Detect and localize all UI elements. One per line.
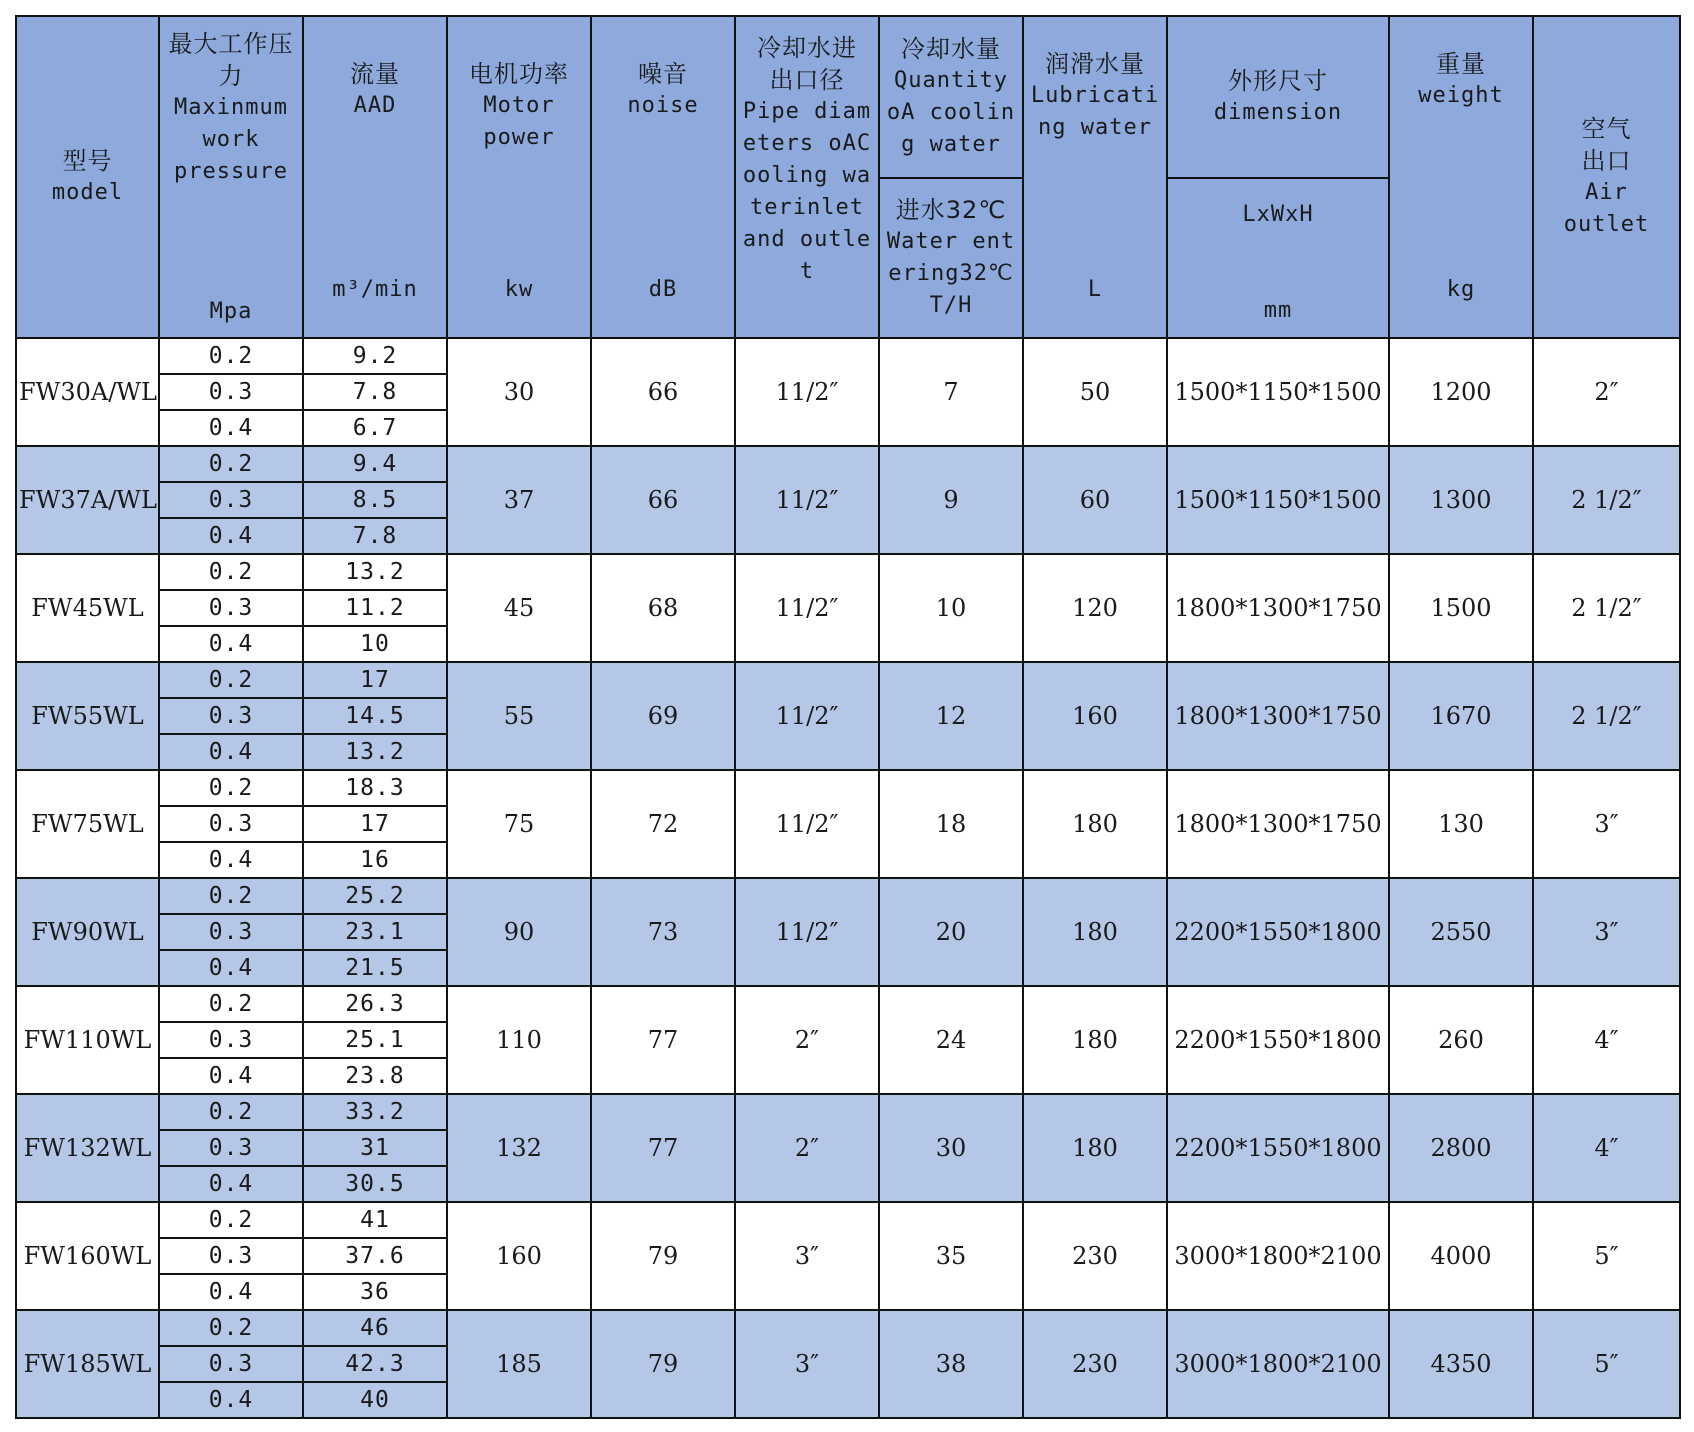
header-motor-unit: kw	[504, 277, 534, 302]
cell-pressure: 0.2	[159, 662, 303, 698]
header-dimension-cn: 外形尺寸	[1228, 67, 1328, 95]
cell-pressure: 0.2	[159, 338, 303, 374]
table-row	[16, 338, 1680, 374]
cell-air: 4″	[1533, 986, 1680, 1094]
header-air	[1533, 16, 1680, 338]
cell-pipe: 2″	[735, 1094, 879, 1202]
table-row	[16, 1094, 1680, 1130]
cell-flow: 16	[303, 842, 447, 878]
cell-weight: 4000	[1389, 1202, 1533, 1310]
cell-lube: 230	[1023, 1202, 1167, 1310]
cell-noise: 79	[591, 1310, 735, 1418]
header-flow	[303, 16, 447, 338]
cell-model: FW30A/WL	[16, 338, 159, 446]
cell-air: 3″	[1533, 878, 1680, 986]
cell-dimension: 1500*1150*1500	[1167, 446, 1389, 554]
cell-flow: 41	[303, 1202, 447, 1238]
cell-pressure: 0.2	[159, 554, 303, 590]
cell-flow: 11.2	[303, 590, 447, 626]
cell-flow: 37.6	[303, 1238, 447, 1274]
header-dimension-sub	[1167, 178, 1389, 338]
cell-flow: 23.8	[303, 1058, 447, 1094]
cell-weight: 1670	[1389, 662, 1533, 770]
cell-flow: 17	[303, 662, 447, 698]
cell-cooling: 10	[879, 554, 1023, 662]
cell-flow: 9.4	[303, 446, 447, 482]
cell-dimension: 2200*1550*1800	[1167, 1094, 1389, 1202]
header-motor	[447, 16, 591, 338]
cell-model: FW110WL	[16, 986, 159, 1094]
header-flow-unit: m³/min	[332, 277, 418, 302]
cell-air: 2 1/2″	[1533, 554, 1680, 662]
table-row	[16, 446, 1680, 482]
table-row	[16, 878, 1680, 914]
cell-pressure: 0.2	[159, 986, 303, 1022]
cell-dimension: 2200*1550*1800	[1167, 878, 1389, 986]
header-cooling-unit: T/H	[929, 293, 973, 318]
cell-flow: 7.8	[303, 518, 447, 554]
header-air-cn: 空气出口	[1581, 115, 1632, 175]
cell-motor: 55	[447, 662, 591, 770]
cell-pressure: 0.2	[159, 770, 303, 806]
header-dimension-unit: mm	[1263, 298, 1293, 323]
header-cooling-sub	[879, 178, 1023, 338]
cell-motor: 45	[447, 554, 591, 662]
cell-air: 5″	[1533, 1202, 1680, 1310]
cell-pipe: 3″	[735, 1202, 879, 1310]
cell-flow: 30.5	[303, 1166, 447, 1202]
cell-pipe: 11/2″	[735, 770, 879, 878]
cell-weight: 1200	[1389, 338, 1533, 446]
header-noise-unit: dB	[648, 277, 678, 302]
table-row	[16, 1202, 1680, 1238]
cell-pipe: 11/2″	[735, 662, 879, 770]
cell-pressure: 0.3	[159, 1022, 303, 1058]
header-pressure	[159, 16, 303, 338]
cell-pressure: 0.4	[159, 1058, 303, 1094]
cell-air: 3″	[1533, 770, 1680, 878]
header-noise-en: noise	[627, 93, 699, 118]
cell-weight: 1300	[1389, 446, 1533, 554]
cell-cooling: 12	[879, 662, 1023, 770]
header-pressure-en: Maxinmum work pressure	[174, 95, 288, 184]
cell-model: FW185WL	[16, 1310, 159, 1418]
cell-noise: 72	[591, 770, 735, 878]
table-row	[16, 770, 1680, 806]
header-noise	[591, 16, 735, 338]
cell-flow: 31	[303, 1130, 447, 1166]
header-cooling-qty	[879, 16, 1023, 178]
header-lube	[1023, 16, 1167, 338]
cell-model: FW37A/WL	[16, 446, 159, 554]
cell-lube: 180	[1023, 878, 1167, 986]
header-dimension-lxwxh: LxWxH	[1242, 202, 1314, 227]
cell-pressure: 0.4	[159, 410, 303, 446]
cell-pressure: 0.4	[159, 518, 303, 554]
header-weight-cn: 重量	[1436, 50, 1486, 78]
cell-air: 2 1/2″	[1533, 662, 1680, 770]
spec-table-container	[15, 15, 1681, 1419]
cell-pressure: 0.4	[159, 1166, 303, 1202]
cell-model: FW75WL	[16, 770, 159, 878]
cell-flow: 13.2	[303, 734, 447, 770]
cell-weight: 1500	[1389, 554, 1533, 662]
cell-dimension: 2200*1550*1800	[1167, 986, 1389, 1094]
cell-pressure: 0.4	[159, 626, 303, 662]
cell-pipe: 11/2″	[735, 338, 879, 446]
cell-noise: 77	[591, 1094, 735, 1202]
header-weight-unit: kg	[1446, 277, 1476, 302]
cell-pressure: 0.3	[159, 914, 303, 950]
cell-flow: 7.8	[303, 374, 447, 410]
cell-cooling: 38	[879, 1310, 1023, 1418]
table-header	[16, 16, 1680, 338]
header-pressure-cn: 最大工作压力	[168, 30, 294, 90]
cell-cooling: 30	[879, 1094, 1023, 1202]
cell-noise: 66	[591, 446, 735, 554]
cell-noise: 79	[591, 1202, 735, 1310]
cell-pipe: 11/2″	[735, 554, 879, 662]
cell-motor: 185	[447, 1310, 591, 1418]
header-pipe	[735, 16, 879, 338]
cell-pressure: 0.2	[159, 1310, 303, 1346]
cell-motor: 90	[447, 878, 591, 986]
header-weight	[1389, 16, 1533, 338]
cell-pipe: 11/2″	[735, 446, 879, 554]
cell-cooling: 20	[879, 878, 1023, 986]
cell-model: FW55WL	[16, 662, 159, 770]
cell-flow: 10	[303, 626, 447, 662]
cell-flow: 17	[303, 806, 447, 842]
cell-lube: 60	[1023, 446, 1167, 554]
cell-pressure: 0.4	[159, 842, 303, 878]
header-cooling-cn: 冷却水量	[901, 35, 1001, 63]
cell-pressure: 0.2	[159, 1094, 303, 1130]
cell-noise: 77	[591, 986, 735, 1094]
cell-model: FW90WL	[16, 878, 159, 986]
cell-lube: 160	[1023, 662, 1167, 770]
cell-lube: 180	[1023, 986, 1167, 1094]
cell-lube: 180	[1023, 770, 1167, 878]
cell-model: FW132WL	[16, 1094, 159, 1202]
cell-pressure: 0.3	[159, 374, 303, 410]
header-cooling-en: Quantity oA cooling water	[886, 68, 1016, 157]
cell-pressure: 0.3	[159, 1130, 303, 1166]
cell-weight: 130	[1389, 770, 1533, 878]
header-lube-cn: 润滑水量	[1045, 50, 1145, 78]
header-lube-unit: L	[1087, 277, 1103, 302]
header-dimension-en: dimension	[1213, 100, 1343, 125]
cell-dimension: 1800*1300*1750	[1167, 770, 1389, 878]
table-body	[16, 338, 1680, 1418]
table-row	[16, 1310, 1680, 1346]
cell-dimension: 1800*1300*1750	[1167, 662, 1389, 770]
cell-flow: 40	[303, 1382, 447, 1418]
header-lube-en: Lubricating water	[1030, 83, 1160, 140]
cell-pressure: 0.4	[159, 1274, 303, 1310]
compressor-spec-table	[15, 15, 1681, 1419]
cell-weight: 4350	[1389, 1310, 1533, 1418]
header-air-en: Air outlet	[1563, 180, 1650, 237]
cell-flow: 21.5	[303, 950, 447, 986]
cell-weight: 2800	[1389, 1094, 1533, 1202]
cell-pressure: 0.3	[159, 1238, 303, 1274]
cell-air: 5″	[1533, 1310, 1680, 1418]
cell-pressure: 0.3	[159, 590, 303, 626]
table-row	[16, 986, 1680, 1022]
cell-flow: 6.7	[303, 410, 447, 446]
cell-air: 2 1/2″	[1533, 446, 1680, 554]
header-noise-cn: 噪音	[638, 60, 688, 88]
header-cooling-sub-en: Water entering32℃	[886, 229, 1016, 286]
cell-pressure: 0.4	[159, 950, 303, 986]
header-model	[16, 16, 159, 338]
cell-pressure: 0.2	[159, 1202, 303, 1238]
cell-pressure: 0.2	[159, 446, 303, 482]
cell-model: FW45WL	[16, 554, 159, 662]
header-model-cn: 型号	[62, 147, 113, 175]
cell-pipe: 2″	[735, 986, 879, 1094]
cell-cooling: 35	[879, 1202, 1023, 1310]
cell-pressure: 0.2	[159, 878, 303, 914]
cell-lube: 180	[1023, 1094, 1167, 1202]
cell-motor: 75	[447, 770, 591, 878]
cell-dimension: 3000*1800*2100	[1167, 1310, 1389, 1418]
cell-cooling: 9	[879, 446, 1023, 554]
header-pipe-en: Pipe diameters oACooling waterinlet and outlet	[742, 99, 872, 284]
cell-flow: 13.2	[303, 554, 447, 590]
cell-flow: 46	[303, 1310, 447, 1346]
cell-flow: 8.5	[303, 482, 447, 518]
header-flow-en: AAD	[353, 93, 397, 118]
cell-flow: 18.3	[303, 770, 447, 806]
cell-lube: 50	[1023, 338, 1167, 446]
cell-pressure: 0.4	[159, 734, 303, 770]
cell-motor: 30	[447, 338, 591, 446]
cell-lube: 230	[1023, 1310, 1167, 1418]
header-motor-cn: 电机功率	[469, 60, 569, 88]
cell-flow: 25.1	[303, 1022, 447, 1058]
header-model-en: model	[51, 180, 124, 205]
cell-weight: 2550	[1389, 878, 1533, 986]
cell-dimension: 1500*1150*1500	[1167, 338, 1389, 446]
cell-pressure: 0.3	[159, 698, 303, 734]
cell-flow: 26.3	[303, 986, 447, 1022]
cell-weight: 260	[1389, 986, 1533, 1094]
cell-noise: 69	[591, 662, 735, 770]
cell-pipe: 11/2″	[735, 878, 879, 986]
cell-lube: 120	[1023, 554, 1167, 662]
cell-pressure: 0.3	[159, 806, 303, 842]
cell-flow: 14.5	[303, 698, 447, 734]
cell-pressure: 0.4	[159, 1382, 303, 1418]
cell-pressure: 0.3	[159, 482, 303, 518]
cell-flow: 42.3	[303, 1346, 447, 1382]
cell-pressure: 0.3	[159, 1346, 303, 1382]
cell-pipe: 3″	[735, 1310, 879, 1418]
cell-dimension: 1800*1300*1750	[1167, 554, 1389, 662]
cell-noise: 68	[591, 554, 735, 662]
header-dimension	[1167, 16, 1389, 178]
cell-model: FW160WL	[16, 1202, 159, 1310]
cell-motor: 37	[447, 446, 591, 554]
cell-cooling: 7	[879, 338, 1023, 446]
cell-flow: 23.1	[303, 914, 447, 950]
cell-dimension: 3000*1800*2100	[1167, 1202, 1389, 1310]
cell-air: 4″	[1533, 1094, 1680, 1202]
header-weight-en: weight	[1418, 83, 1504, 108]
table-row	[16, 662, 1680, 698]
cell-air: 2″	[1533, 338, 1680, 446]
header-flow-cn: 流量	[350, 60, 400, 88]
cell-noise: 66	[591, 338, 735, 446]
header-pressure-unit: Mpa	[209, 299, 253, 324]
header-pipe-cn: 冷却水进出口径	[757, 34, 857, 94]
cell-flow: 33.2	[303, 1094, 447, 1130]
cell-cooling: 24	[879, 986, 1023, 1094]
header-cooling-sub-cn: 进水32℃	[895, 196, 1007, 224]
header-motor-en: Motor power	[483, 93, 555, 150]
cell-motor: 160	[447, 1202, 591, 1310]
cell-flow: 36	[303, 1274, 447, 1310]
cell-flow: 9.2	[303, 338, 447, 374]
cell-flow: 25.2	[303, 878, 447, 914]
cell-noise: 73	[591, 878, 735, 986]
table-row	[16, 554, 1680, 590]
cell-cooling: 18	[879, 770, 1023, 878]
cell-motor: 110	[447, 986, 591, 1094]
cell-motor: 132	[447, 1094, 591, 1202]
